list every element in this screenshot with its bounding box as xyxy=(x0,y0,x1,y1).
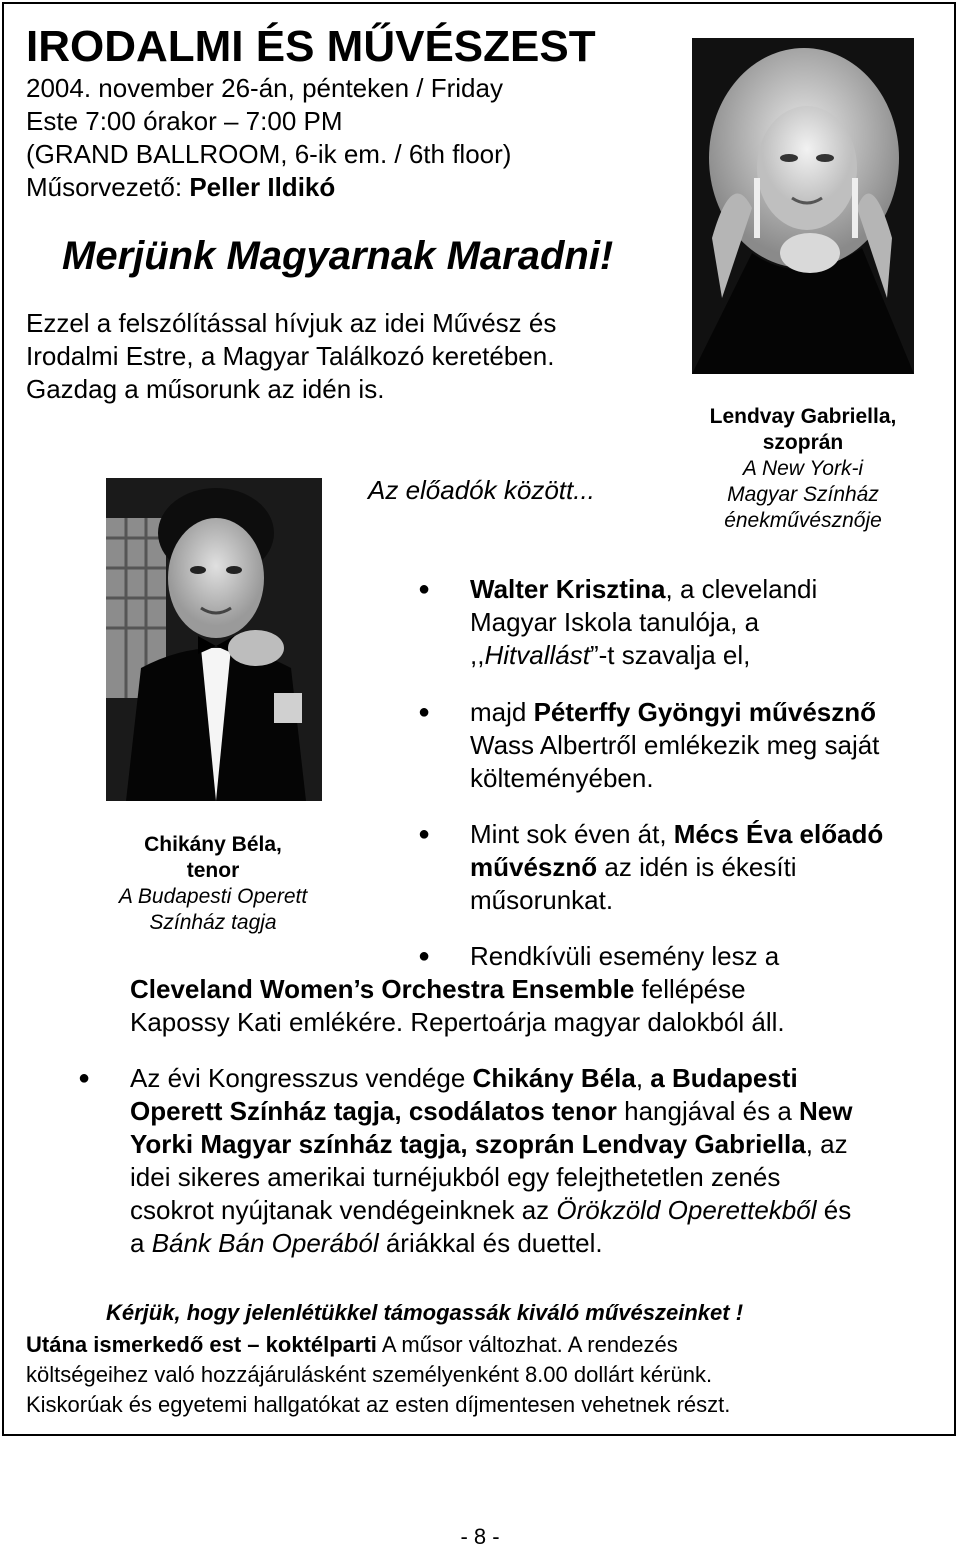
text-run: és xyxy=(816,1195,852,1225)
text-run: csokrot nyújtanak vendégeinknek az xyxy=(130,1195,557,1225)
text-run: a xyxy=(130,1228,152,1258)
bullet-dot: ● xyxy=(418,823,431,845)
text-run: Operett Színház tagja, csodálatos tenor xyxy=(130,1096,617,1126)
text-run: Chikány Béla xyxy=(472,1063,636,1093)
event-host xyxy=(26,171,335,204)
event-venue: (GRAND BALLROOM, 6-ik em. / 6th floor) xyxy=(26,139,512,169)
intro-line-3: Gazdag a műsorunk az idén is. xyxy=(26,374,385,404)
text-run: A műsor változhat. A rendezés xyxy=(376,1332,678,1357)
bullet-3-line-1 xyxy=(470,818,883,851)
bullet-dot: ● xyxy=(418,945,431,967)
bullet-3-line-2 xyxy=(470,851,797,884)
text-run: az idén is ékesíti xyxy=(597,852,797,882)
text-run: fellépése xyxy=(634,974,746,1004)
text-run: Örökzöld Operettekből xyxy=(556,1195,817,1225)
bullet-dot: ● xyxy=(418,701,431,723)
page-number: - 8 - xyxy=(460,1524,500,1549)
soprano-name: Lendvay Gabriella, xyxy=(709,405,897,428)
tenor-desc-1: A Budapesti Operett xyxy=(118,885,308,908)
bullet-dot: ● xyxy=(78,1067,91,1089)
bullet-1-line-3 xyxy=(470,639,750,672)
soprano-role: szoprán xyxy=(762,431,844,454)
text-run: Cleveland Women’s Orchestra Ensemble xyxy=(130,974,635,1004)
text-run: , a clevelandi xyxy=(665,574,818,604)
text-run: ,, xyxy=(470,640,485,670)
bullet-1-line-2: Magyar Iskola tanulója, a xyxy=(470,607,760,637)
soprano-photo xyxy=(692,38,914,374)
text-run: Mécs Éva előadó xyxy=(673,819,884,849)
event-title: IRODALMI ÉS MŰVÉSZEST xyxy=(26,22,596,71)
bullet-4-line-1: Rendkívüli esemény lesz a xyxy=(470,941,780,971)
soprano-desc-1: A New York-i xyxy=(742,457,864,480)
text-run: Walter Krisztina xyxy=(470,574,666,604)
text-run: Mint sok éven át, xyxy=(470,819,674,849)
bullet-2-line-1 xyxy=(470,696,876,729)
bullet-2-line-2: Wass Albertről emlékezik meg saját xyxy=(470,730,880,760)
text-run: New xyxy=(799,1096,853,1126)
text-run: Yorki Magyar színház tagja, szoprán Lendvay Gabriella xyxy=(130,1129,806,1159)
intro-line-1: Ezzel a felszólítással hívjuk az idei Művész és xyxy=(26,308,557,338)
footer-line-1 xyxy=(26,1330,678,1360)
footer-line-2: költségeihez való hozzájárulásként személyenként 8.00 dollárt kérünk. xyxy=(26,1362,713,1387)
bullet-4-line-2 xyxy=(130,973,746,1006)
tenor-desc-2: Színház tagja xyxy=(149,911,277,934)
bullet-5-line-1 xyxy=(130,1062,798,1095)
bullet-1-line-1 xyxy=(470,573,817,606)
bullet-5-line-6 xyxy=(130,1227,603,1260)
text-run: ” xyxy=(589,640,599,670)
bullet-dot: ● xyxy=(418,578,431,600)
bullet-5-line-5 xyxy=(130,1194,851,1227)
text-run: majd xyxy=(470,697,534,727)
event-date: 2004. november 26-án, pénteken / Friday xyxy=(26,73,503,103)
performers-heading: Az előadók között... xyxy=(368,475,595,505)
host-name: Peller Ildikó xyxy=(189,172,336,202)
event-time: Este 7:00 órakor – 7:00 PM xyxy=(26,106,343,136)
bullet-3-line-3: műsorunkat. xyxy=(470,885,614,915)
bullet-5-line-2 xyxy=(130,1095,853,1128)
text-run: Az évi Kongresszus vendége xyxy=(130,1063,473,1093)
text-run: a Budapesti xyxy=(650,1063,798,1093)
bullet-5-line-3 xyxy=(130,1128,848,1161)
text-run: -t szavalja el, xyxy=(598,640,751,670)
text-run: Péterffy Gyöngyi művésznő xyxy=(533,697,876,727)
text-run: Utána ismerkedő est – koktélparti xyxy=(26,1332,377,1357)
bullet-5-line-4: idei sikeres amerikai turnéjukból egy felejthetetlen zenés xyxy=(130,1162,781,1192)
soprano-desc-3: énekművésznője xyxy=(724,509,882,532)
text-run: hangjával és a xyxy=(616,1096,800,1126)
text-run: művésznő xyxy=(470,852,598,882)
footer-line-3: Kiskorúak és egyetemi hallgatókat az esten díjmentesen vehetnek részt. xyxy=(26,1392,731,1417)
text-run: , xyxy=(635,1063,651,1093)
motto: Merjünk Magyarnak Maradni! xyxy=(62,234,614,278)
tenor-name: Chikány Béla, xyxy=(144,833,282,856)
tenor-role: tenor xyxy=(186,859,240,882)
host-label: Műsorvezető: xyxy=(26,172,183,202)
text-run: áriákkal és duettel. xyxy=(378,1228,603,1258)
text-run: Bánk Bán Operából xyxy=(151,1228,379,1258)
tenor-photo xyxy=(106,478,322,801)
text-run: Hitvallást xyxy=(484,640,590,670)
soprano-desc-2: Magyar Színház xyxy=(727,483,879,506)
bullet-4-line-3: Kapossy Kati emlékére. Repertoárja magyar dalokból áll. xyxy=(130,1007,785,1037)
appeal-text: Kérjük, hogy jelenlétükkel támogassák kiváló művészeinket ! xyxy=(106,1300,744,1325)
bullet-2-line-3: költeményében. xyxy=(470,763,654,793)
intro-line-2: Irodalmi Estre, a Magyar Találkozó keretében. xyxy=(26,341,555,371)
text-run: , az xyxy=(805,1129,848,1159)
